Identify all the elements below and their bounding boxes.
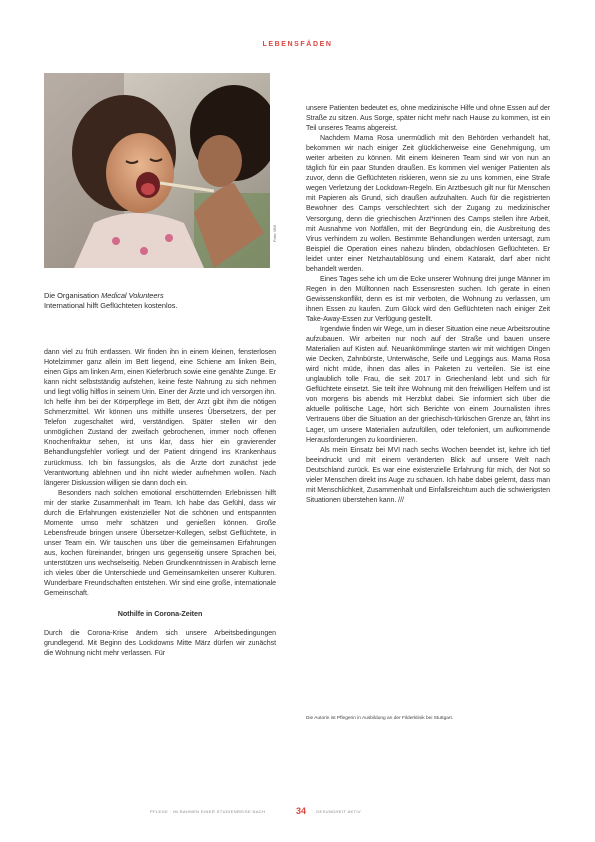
- left-paragraph-2: Besonders nach solchen emotional erschütternden Erlebnissen hilft mir der starke Zusammenhalt im Team. Ich habe das Gefühl, dass wir durch die Erfahrungen existenzieller Not die schönen und entspannten Momente umso mehr schätzen und genießen können. Große Lebensfreude bringen unsere Übersetzer-Kollegen, selbst Geflüchtete, in unser Team ein. Wir tauschen uns über die gemeinsamen Erfahrungen aus, kochen füreinander, bringen uns gegenseitig unsere Sprachen bei, unterstützen uns wechselseitig. Neben Grundkenntnissen in Arabisch lerne ich vieles über die Unterschiede und Gemeinsamkeiten unserer Kulturen. Wunderbare Freundschaften entstehen. Wir sind eine große, internationale Gemeinschaft.: [44, 489, 276, 598]
- subheading: Nothilfe in Corona-Zeiten: [117, 609, 203, 619]
- left-paragraph-1: dann viel zu früh entlassen. Wir finden ihn in einem kleinen, fensterlosen Hotelzimmer ganz allein im Bett liegend, eine Schiene am linken Bein, einen Gips am linken Arm, einen Kieferbruch sowie eine genähte Zunge. Er kann nicht selbstständig aufstehen, keine feste Nahrung zu sich nehmen und liegt völlig hilflos in seinem Urin. Einer der Ärzte und ich versorgen ihn. Ich helfe ihm bei der Körperpflege im Bett, der Arzt gibt ihm die nötigen Schmerzmittel. Wir können uns mithilfe unseres Übersetzers, der per Telefon zugeschaltet wird, verständigen. Später stellen wir den unmöglichen Zustand der zweifach gebrochenen, immer noch offenen Knochenfraktur sehen, ist uns klar, dass hier ein gravierender Behandlungsfehler vorliegt und der Patient dringend ins Krankenhaus zurückmuss. Ich bin fassungslos, als die Ärzte dort zunächst jede Verantwortung ablehnen und ihn nicht wieder aufnehmen wollen. Nach längerer Diskussion willigen sie dann doch ein.: [44, 349, 276, 487]
- right-paragraph-1: unsere Patienten bedeutet es, ohne medizinische Hilfe und ohne Essen auf der Straße zu sitzen. Aus Sorge, später nicht mehr nach Hause zu kommen, ist ein Teil unseres Teams abgereist.: [306, 105, 550, 133]
- right-paragraph-5: Als mein Einsatz bei MVI nach sechs Wochen beendet ist, kehre ich tief beeindruckt und mit einem veränderten Blick auf unsere Welt nach Deutschland zurück. Es war eine existenzielle Erfahrung für mich, der Not so vieler Menschen direkt ins Auge zu schauen. Ich habe dabei gelernt, dass man mit Menschlichkeit, Zusammenhalt und Einfallsreichtum auch die schwierigsten Situationen überstehen kann. ///: [306, 446, 550, 504]
- caption-organization: Medical Volunteers: [101, 291, 164, 300]
- right-paragraph-2: Nachdem Mama Rosa unermüdlich mit den Behörden verhandelt hat, bekommen wir nach einiger Zeit glücklicherweise eine Genehmigung, um weiter arbeiten zu können. Mit einem kleineren Team sind wir von nun an täglich für ein paar Stunden draußen. Es kommen viel weniger Patienten als zuvor, denn die Geflüchteten riskieren, wenn sie zu uns kommen, eine Strafe wegen Verletzung der Lockdown-Regeln. Ein Arztbesuch gilt nur für Menschen mit Papieren als Grund, sich draußen aufzuhalten. Auch für die registrierten Bewohner des Camps verschlechtert sich der Zugang zu medizinischer Versorgung, denn die griechischen Ärzt*innen des Camps stellen ihre Arbeit, mit Ausnahme von Notfällen, mit der Begründung ein, die Ausbreitung des Virus verhindern zu wollen. Bestimmte Behandlungen werden untersagt, zum Beispiel die Operation eines nahezu blinden, obdachlosen Geflüchteten. Er leidet unter einer Netzhautablösung und einem Katarakt, darf aber nicht behandelt werden.: [306, 135, 550, 273]
- article-photo: [44, 73, 270, 268]
- left-paragraph-3: Durch die Corona-Krise ändern sich unsere Arbeitsbedingungen grundlegend. Mit Beginn des Lockdowns Mitte März dürfen wir zunächst die Wohnung nicht mehr verlassen. Für: [44, 630, 276, 658]
- section-header: LEBENSFÄDEN: [262, 41, 333, 48]
- author-note: Die Autorin ist Pflegerin in Ausbildung an der Filderklinik bei Stuttgart.: [306, 716, 454, 721]
- page-number: 34: [296, 806, 307, 816]
- left-column: [44, 348, 276, 659]
- page-footer: [0, 806, 595, 818]
- photo-illustration: [44, 73, 270, 268]
- right-paragraph-3: Eines Tages sehe ich um die Ecke unserer Wohnung drei junge Männer im Regen in den Mülltonnen nach Essensresten suchen. Ich gerate in einen Gewissenskonflikt, denn es ist mir verboten, die Wohnung zu verlassen, um ihnen Essen zu kaufen. Zum Glück wird den Geflüchteten nach einiger Zeit Take-Away-Essen zur Verfügung gestellt.: [306, 275, 550, 323]
- caption-prefix: Die Organisation: [44, 291, 102, 300]
- right-paragraph-4: Irgendwie finden wir Wege, um in dieser Situation eine neue Arbeitsroutine aufzubauen. Wir arbeiten nur noch auf der Straße und bauen unsere Materialien auf Kisten auf. Neuankömmlinge starten wir mit wichtigen Dingen wie Decken, Zahnbürste, Unterwäsche, Seife und Leggings aus. Mama Rosa wird nicht müde, ihnen das alles in Paketen zu verteilen. Sie ist eine unglaublich tolle Frau, die seit 2017 in Griechenland lebt und sich für Geflüchtete einsetzt. Sie teilt ihre Wohnung mit den freiwilligen Helfern und ist von morgens bis abends mit Herzblut dabei. Sie informiert sich über die aktuelle politische Lage, hört sich Berichte von einem Journalisten ihres Vertrauens über die Situation an der griechisch-türkischen Grenze an, fährt ins Lager, um unsere Materialien aufzufüllen, oder telefoniert, um aufkommende Herausforderungen zu koordinieren.: [306, 326, 550, 444]
- footer-right-text: GESUNDHEIT AKTIV: [316, 809, 362, 814]
- photo-caption: [44, 291, 270, 311]
- footer-left-text: PFLEGE · IM RAHMEN EINER STUDIENREISE NACH: [150, 809, 266, 814]
- photo-credit: Foto: MVI: [272, 224, 277, 242]
- caption-line2: International hilft Geflüchteten kostenlos.: [44, 301, 178, 310]
- right-column: [306, 104, 550, 506]
